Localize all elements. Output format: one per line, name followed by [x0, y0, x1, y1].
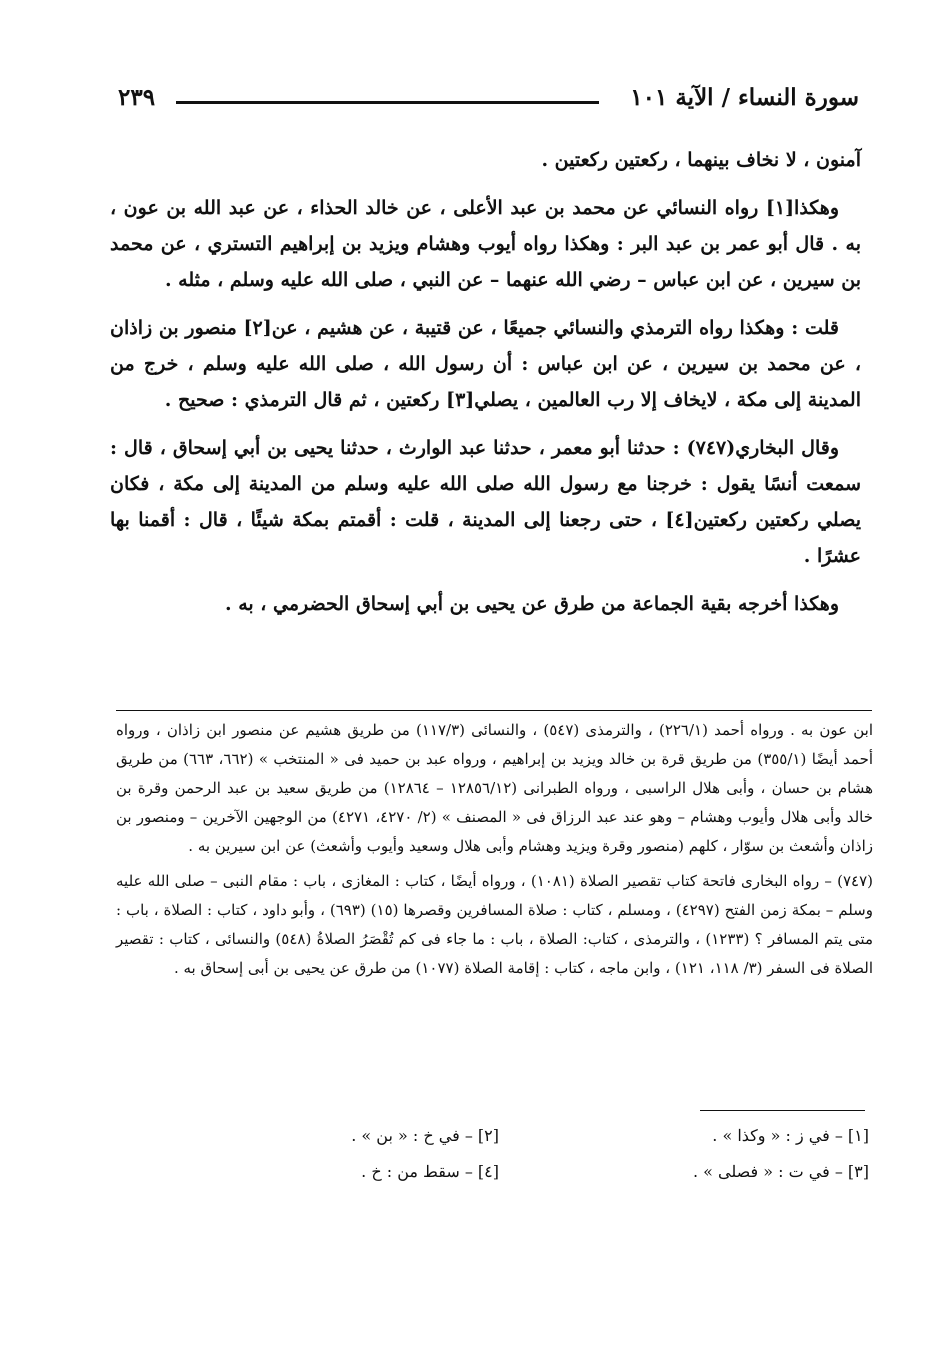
paragraph-1: آمنون ، لا نخاف بينهما ، ركعتين ركعتين . [541, 149, 861, 171]
footnote-divider [116, 710, 872, 711]
variant-note-3: [٣] – في ت : « فصلى » . [692, 1162, 869, 1181]
chapter-title: سورة النساء / الآية ١٠١ [630, 84, 859, 111]
paragraph-5: وهكذا أخرجه بقية الجماعة من طرق عن يحيى بن أبي إسحاق الحضرمي ، به . [224, 593, 839, 615]
footnote-continuation: ابن عون به . ورواه أحمد (٢٢٦/١) ، والترمذى (٥٤٧) ، والنسائى (١١٧/٣) من طريق هشيم عن منصور ابن زاذان ، ورواه أحمد أيضًا (٣٥٥/١) من طريق قرة بن خالد ويزيد بن إبراهيم ، ورواه عبد بن حميد فى « المنتخب » (٦٦٢، ٦٦٣) من طريق هشام بن حسان ، وأبى هلال الراسبى ، ورواه الطبرانى (١٢٨٥٦/١٢ – ١٢٨٦٤) من طريق سعيد بن عبد الرحمن وقرة بن خالد وأبى هلال وأيوب وهشام – وهو عند عبد الرزاق فى « المصنف » (٢/ ٤٢٧٠، ٤٢٧١) من الوجهين الآخرين – ومنصور بن زاذان وأشعث بن سوّار ، كلهم (منصور وقرة ويزيد وهشام وأبى هلال وسعيد وأيوب وأشعث) عن ابن سيرين به . [116, 721, 874, 855]
hadith-footnotes [116, 716, 873, 989]
paragraph-3: قلت : وهكذا رواه الترمذي والنسائي جميعًا ، عن قتيبة ، عن هشيم ، عن[٢] منصور بن زاذان ، عن محمد بن سيرين ، عن ابن عباس : أن رسول الله ، صلى الله عليه وسلم ، خرج من المدينة إلى مكة ، لايخاف إلا رب العالمين ، يصلي[٣] ركعتين ، ثم قال الترمذي : صحيح . [110, 317, 861, 411]
header-rule [176, 101, 599, 104]
variant-note-1: [١] – في ز : « وكذا » . [712, 1126, 869, 1145]
variant-note-4: [٤] – سقط من : خ . [361, 1162, 499, 1181]
paragraph-2: وهكذا[١] رواه النسائي عن محمد بن عبد الأعلى ، عن خالد الحذاء ، عن عبد الله بن عون ، به . قال أبو عمر بن عبد البر : وهكذا رواه أيوب وهشام ويزيد بن إبراهيم التستري ، عن محمد بن سيرين ، عن ابن عباس – رضي الله عنهما – عن النبي ، صلى الله عليه وسلم ، مثله . [110, 197, 861, 291]
variant-divider [700, 1110, 865, 1111]
main-text [110, 142, 861, 634]
page-header [118, 84, 859, 120]
paragraph-4: وقال البخاري(٧٤٧) : حدثنا أبو معمر ، حدثنا عبد الوارث ، حدثنا يحيى بن أبي إسحاق ، قال : سمعت أنسًا يقول : خرجنا مع رسول الله صلى الله عليه وسلم من المدينة إلى مكة ، فكان يصلي ركعتين ركعتين[٤] ، حتى رجعنا إلى المدينة ، قلت : أقمتم بمكة شيئًا ، قال : أقمنا بها عشرًا . [110, 437, 861, 567]
variant-footnotes [249, 1126, 869, 1196]
footnote-747: (٧٤٧) – رواه البخارى فاتحة كتاب تقصير الصلاة (١٠٨١) ، ورواه أيضًا ، كتاب : المغازى ، باب : مقام النبى – صلى الله عليه وسلم – بمكة زمن الفتح (٤٢٩٧) ، ومسلم ، كتاب : صلاة المسافرين وقصرها (١٥) (٦٩٣) ، وأبو داود ، كتاب : الصلاة ، باب : متى يتم المسافر ؟ (١٢٣٣) ، والترمذى ، كتاب: الصلاة ، باب : ما جاء فى كم تُقْصَرُ الصلاةُ (٥٤٨) والنسائى ، كتاب : تقصير الصلاة فى السفر (٣/ ١١٨، ١٢١) ، وابن ماجه ، كتاب : إقامة الصلاة (١٠٧٧) من طرق عن يحيى بن أبى إسحاق به . [116, 872, 873, 977]
variant-note-2: [٢] – في خ : « بن » . [351, 1126, 499, 1145]
page-number: ٢٣٩ [118, 84, 156, 111]
